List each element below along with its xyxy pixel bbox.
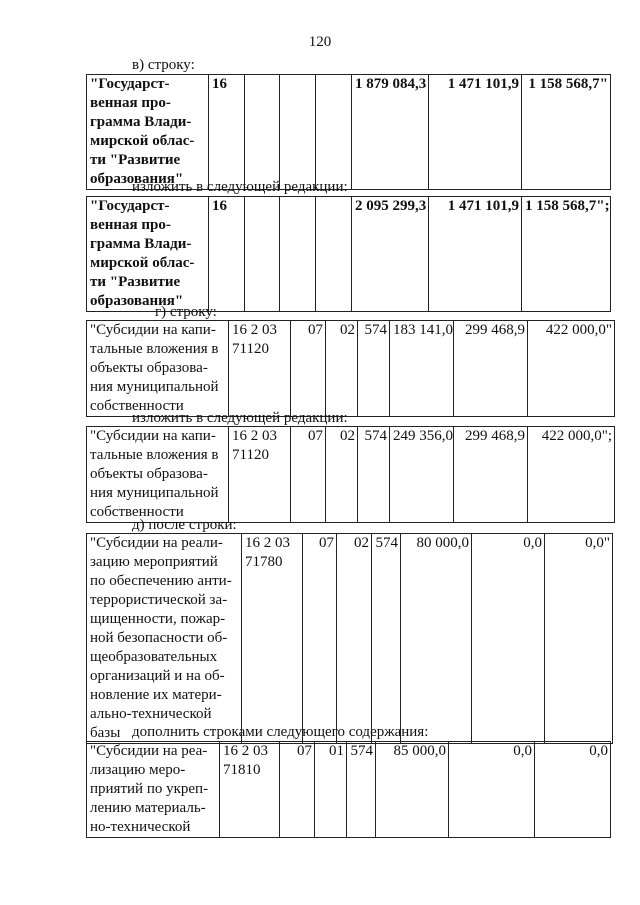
caption-g-new: изложить в следующей редакции: <box>132 410 348 426</box>
subsection-cell: 02 <box>326 427 358 523</box>
code-line: 71120 <box>232 341 269 357</box>
value-cell: 183 141,0 <box>390 321 454 417</box>
value-cell: 0,0 <box>449 742 535 838</box>
section-cell: 07 <box>303 534 337 744</box>
table-v-new <box>86 196 611 312</box>
name-line: венная про- <box>90 95 171 111</box>
name-line: лению материаль- <box>90 800 206 816</box>
value-cell: 422 000,0" <box>528 321 615 417</box>
name-line: ния муниципальной <box>90 379 219 395</box>
program-name-cell <box>87 75 209 190</box>
code-cell: 16 <box>209 75 245 190</box>
name-line: базы <box>90 725 121 741</box>
table-g-new <box>86 426 615 523</box>
code-line: 71810 <box>223 762 261 778</box>
name-line: ти "Развитие <box>90 274 181 290</box>
value-cell: 1 158 568,7" <box>522 75 611 190</box>
name-line: зацию мероприятий <box>90 554 218 570</box>
name-line: ально-технической <box>90 706 212 722</box>
code-line: 16 2 03 <box>232 428 277 444</box>
table-d-after <box>86 533 613 744</box>
value-cell: 1 879 084,3 <box>352 75 429 190</box>
target-code-cell <box>220 742 280 838</box>
name-line: "Субсидии на реали- <box>90 535 223 551</box>
code-line: 71120 <box>232 447 269 463</box>
section-cell: 07 <box>280 742 315 838</box>
program-name-cell <box>87 197 209 312</box>
caption-g: г) строку: <box>155 304 217 320</box>
item-name-cell <box>87 534 242 744</box>
table-v-old <box>86 74 611 190</box>
empty-cell <box>316 75 352 190</box>
table-row <box>87 75 611 190</box>
empty-cell <box>316 197 352 312</box>
name-line: ти "Развитие <box>90 152 181 168</box>
table-row <box>87 534 613 744</box>
name-line: по обеспечению анти- <box>90 573 232 589</box>
name-line: "Субсидии на капи- <box>90 322 216 338</box>
item-name-cell <box>87 321 229 417</box>
name-line: лизацию меро- <box>90 762 186 778</box>
name-line: мирской облас- <box>90 255 195 271</box>
value-cell: 80 000,0 <box>401 534 472 744</box>
value-cell: 0,0 <box>535 742 611 838</box>
name-line: грамма Влади- <box>90 236 192 252</box>
name-line: организаций и на об- <box>90 668 225 684</box>
name-line: образования" <box>90 293 184 309</box>
name-line: ния муниципальной <box>90 485 219 501</box>
name-line: новление их матери- <box>90 687 222 703</box>
value-cell: 0,0" <box>545 534 613 744</box>
value-cell: 85 000,0 <box>376 742 449 838</box>
code-line: 16 2 03 <box>223 743 268 759</box>
value-cell: 1 471 101,9 <box>429 75 522 190</box>
name-line: террористической за- <box>90 592 228 608</box>
subsection-cell: 02 <box>326 321 358 417</box>
value-cell: 0,0 <box>472 534 545 744</box>
target-code-cell <box>229 321 291 417</box>
kvr-cell: 574 <box>358 321 390 417</box>
caption-v-new: изложить в следующей редакции: <box>132 179 348 195</box>
code-line: 71780 <box>245 554 283 570</box>
section-cell: 07 <box>291 427 326 523</box>
name-line: грамма Влади- <box>90 114 192 130</box>
table-row <box>87 427 615 523</box>
kvr-cell: 574 <box>358 427 390 523</box>
value-cell: 299 468,9 <box>454 427 528 523</box>
kvr-cell: 574 <box>372 534 401 744</box>
code-line: 16 2 03 <box>245 535 290 551</box>
value-cell: 2 095 299,3 <box>352 197 429 312</box>
value-cell: 1 158 568,7"; <box>522 197 611 312</box>
value-cell: 299 468,9 <box>454 321 528 417</box>
name-line: щищенности, пожар- <box>90 611 226 627</box>
page-number: 120 <box>308 34 332 50</box>
name-line: собственности <box>90 504 184 520</box>
name-line: "Субсидии на реа- <box>90 743 208 759</box>
target-code-cell <box>229 427 291 523</box>
caption-v: в) строку: <box>132 57 195 73</box>
value-cell: 249 356,0 <box>390 427 454 523</box>
empty-cell <box>280 197 316 312</box>
name-line: тальные вложения в <box>90 447 219 463</box>
empty-cell <box>280 75 316 190</box>
table-row <box>87 321 615 417</box>
name-line: "Государст- <box>90 76 170 92</box>
item-name-cell <box>87 427 229 523</box>
empty-cell <box>245 197 280 312</box>
item-name-cell <box>87 742 220 838</box>
subsection-cell: 01 <box>315 742 347 838</box>
target-code-cell <box>242 534 303 744</box>
table-d-added <box>86 741 611 838</box>
caption-d: д) после строки: <box>132 517 237 533</box>
name-line: образования" <box>90 171 184 187</box>
caption-d-add: дополнить строками следующего содержания: <box>132 724 429 740</box>
name-line: "Субсидии на капи- <box>90 428 216 444</box>
name-line: мирской облас- <box>90 133 195 149</box>
name-line: ной безопасности об- <box>90 630 228 646</box>
value-cell: 422 000,0"; <box>528 427 615 523</box>
name-line: собственности <box>90 398 184 414</box>
name-line: венная про- <box>90 217 171 233</box>
empty-cell <box>245 75 280 190</box>
table-row <box>87 742 611 838</box>
name-line: щеобразовательных <box>90 649 218 665</box>
section-cell: 07 <box>291 321 326 417</box>
table-row <box>87 197 611 312</box>
table-g-old <box>86 320 615 417</box>
subsection-cell: 02 <box>337 534 372 744</box>
name-line: приятий по укреп- <box>90 781 209 797</box>
value-cell: 1 471 101,9 <box>429 197 522 312</box>
name-line: но-технической <box>90 819 191 835</box>
name-line: объекты образова- <box>90 360 208 376</box>
name-line: объекты образова- <box>90 466 208 482</box>
kvr-cell: 574 <box>347 742 376 838</box>
code-cell: 16 <box>209 197 245 312</box>
code-line: 16 2 03 <box>232 322 277 338</box>
name-line: тальные вложения в <box>90 341 219 357</box>
name-line: "Государст- <box>90 198 170 214</box>
